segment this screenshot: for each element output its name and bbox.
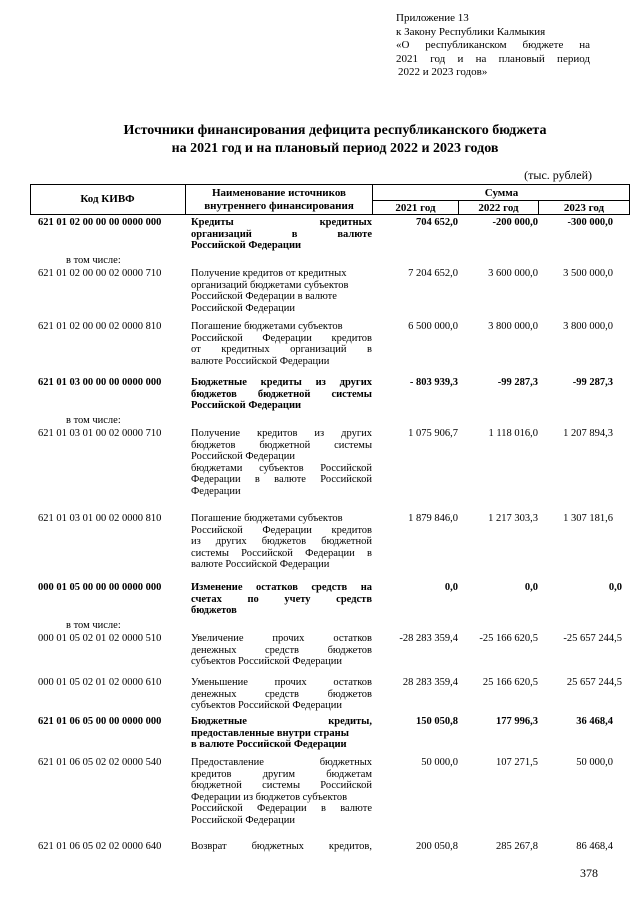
header-sum: Сумма bbox=[484, 187, 519, 199]
value-2023: 3 800 000,0 bbox=[563, 321, 613, 332]
header-code: Код КИВФ bbox=[80, 193, 135, 205]
row-name: Возврат бюджетных кредитов, bbox=[191, 841, 372, 852]
title-line-1: Источники финансирования дефицита республиканского бюджета bbox=[123, 123, 547, 138]
header-year-2023: 2023 год bbox=[563, 202, 605, 214]
value-2021: 0,0 bbox=[444, 582, 458, 593]
value-2022: -200 000,0 bbox=[492, 217, 538, 228]
value-2021: 704 652,0 bbox=[416, 217, 458, 228]
value-2022: -99 287,3 bbox=[497, 377, 538, 388]
row-name: Погашение бюджетами субъектов Российской Федерации кредитов из других бюджетов бюджетной системы Российской Федерации в валюте Российской Федерации bbox=[191, 513, 372, 571]
value-2021: 150 050,8 bbox=[416, 716, 458, 727]
value-2023: 50 000,0 bbox=[576, 757, 613, 768]
row-code: 000 01 05 02 01 02 0000 610 bbox=[38, 677, 162, 688]
value-2021: - 803 939,3 bbox=[409, 377, 458, 388]
appendix-line: к Закону Республики Калмыкия bbox=[396, 25, 546, 38]
value-2021: -28 283 359,4 bbox=[399, 633, 458, 644]
header-sum-divider bbox=[372, 200, 630, 201]
value-2022: 3 600 000,0 bbox=[488, 268, 538, 279]
value-2021: 6 500 000,0 bbox=[408, 321, 458, 332]
value-2023: 1 207 894,3 bbox=[563, 428, 613, 439]
value-2022: -25 166 620,5 bbox=[479, 633, 538, 644]
value-2021: 28 283 359,4 bbox=[402, 677, 458, 688]
row-name: Предоставление бюджетных кредитов другим бюджетам бюджетной системы Российской Федерации из бюджетов субъектов Российской Федерации в валюте Российской Федерации bbox=[191, 757, 372, 826]
value-2023: 25 657 244,5 bbox=[566, 677, 622, 688]
row-name: Бюджетные кредиты, предоставленные внутри страны в валюте Российской Федерации bbox=[191, 716, 372, 751]
row-code: 621 01 06 05 00 00 0000 000 bbox=[38, 716, 162, 727]
value-2023: -300 000,0 bbox=[567, 217, 613, 228]
value-2023: 86 468,4 bbox=[576, 841, 613, 852]
value-2022: 107 271,5 bbox=[496, 757, 538, 768]
appendix-note bbox=[396, 12, 590, 80]
row-code: 621 01 03 00 00 00 0000 000 bbox=[38, 377, 162, 388]
row-code: 000 01 05 00 00 00 0000 000 bbox=[38, 582, 162, 593]
row-name: Получение кредитов из других бюджетов бюджетной системы Российской Федерации бюджетами субъектов Российской Федерации в валюте Российской Федерации bbox=[191, 428, 372, 497]
row-code: 000 01 05 02 01 02 0000 510 bbox=[38, 633, 162, 644]
value-2023: 3 500 000,0 bbox=[563, 268, 613, 279]
including-label: в том числе: bbox=[66, 415, 121, 426]
header-top-border bbox=[30, 184, 630, 185]
row-name: Кредиты кредитных организаций в валюте Российской Федерации bbox=[191, 217, 372, 252]
value-2022: 25 166 620,5 bbox=[482, 677, 538, 688]
value-2022: 1 217 303,3 bbox=[488, 513, 538, 524]
appendix-line: 2021 год и на плановый период bbox=[396, 52, 590, 65]
value-2022: 1 118 016,0 bbox=[488, 428, 538, 439]
appendix-line: Приложение 13 bbox=[396, 12, 469, 24]
row-code: 621 01 02 00 00 00 0000 000 bbox=[38, 217, 162, 228]
value-2021: 50 000,0 bbox=[421, 757, 458, 768]
row-name: Получение кредитов от кредитных организаций бюджетами субъектов Российской Федерации в валюте Российской Федерации bbox=[191, 268, 349, 314]
value-2021: 200 050,8 bbox=[416, 841, 458, 852]
row-name: Погашение бюджетами субъектов Российской Федерации кредитов от кредитных организаций в валюте Российской Федерации bbox=[191, 321, 372, 367]
including-label: в том числе: bbox=[66, 620, 121, 631]
value-2023: -25 657 244,5 bbox=[563, 633, 622, 644]
including-label: в том числе: bbox=[66, 255, 121, 266]
value-2022: 3 800 000,0 bbox=[488, 321, 538, 332]
appendix-line: «О республиканском бюджете на bbox=[396, 39, 590, 51]
row-code: 621 01 03 01 00 02 0000 810 bbox=[38, 513, 162, 524]
header-name-2: внутреннего финансирования bbox=[204, 200, 354, 212]
row-name: Бюджетные кредиты из других бюджетов бюджетной системы Российской Федерации bbox=[191, 377, 372, 412]
row-code: 621 01 06 05 02 02 0000 540 bbox=[38, 757, 162, 768]
value-2022: 285 267,8 bbox=[496, 841, 538, 852]
value-2023: 0,0 bbox=[608, 582, 622, 593]
value-2023: 36 468,4 bbox=[576, 716, 613, 727]
header-bottom-border bbox=[30, 214, 630, 215]
title-line-2: на 2021 год и на плановый период 2022 и 2023 годов bbox=[171, 141, 499, 156]
page-number: 378 bbox=[580, 866, 598, 880]
row-name: Уменьшение прочих остатков денежных средств бюджетов субъектов Российской Федерации bbox=[191, 677, 372, 712]
value-2021: 1 879 846,0 bbox=[408, 513, 458, 524]
row-name: Изменение остатков средств на счетах по учету средств бюджетов bbox=[191, 582, 372, 617]
units-label: (тыс. рублей) bbox=[524, 168, 592, 182]
value-2021: 7 204 652,0 bbox=[408, 268, 458, 279]
row-name: Увеличение прочих остатков денежных средств бюджетов субъектов Российской Федерации bbox=[191, 633, 372, 668]
header-year-2021: 2021 год bbox=[395, 202, 436, 214]
value-2022: 177 996,3 bbox=[496, 716, 538, 727]
value-2023: 1 307 181,6 bbox=[563, 513, 613, 524]
value-2022: 0,0 bbox=[524, 582, 538, 593]
row-code: 621 01 02 00 00 02 0000 810 bbox=[38, 321, 162, 332]
row-code: 621 01 02 00 00 02 0000 710 bbox=[38, 268, 162, 279]
header-year-2022: 2022 год bbox=[478, 202, 519, 214]
row-code: 621 01 06 05 02 02 0000 640 bbox=[38, 841, 162, 852]
value-2023: -99 287,3 bbox=[572, 377, 613, 388]
value-2021: 1 075 906,7 bbox=[408, 428, 458, 439]
row-code: 621 01 03 01 00 02 0000 710 bbox=[38, 428, 162, 439]
page-title bbox=[40, 122, 630, 158]
appendix-line: 2022 и 2023 годов» bbox=[398, 66, 488, 78]
header-name-1: Наименование источников bbox=[211, 187, 346, 199]
